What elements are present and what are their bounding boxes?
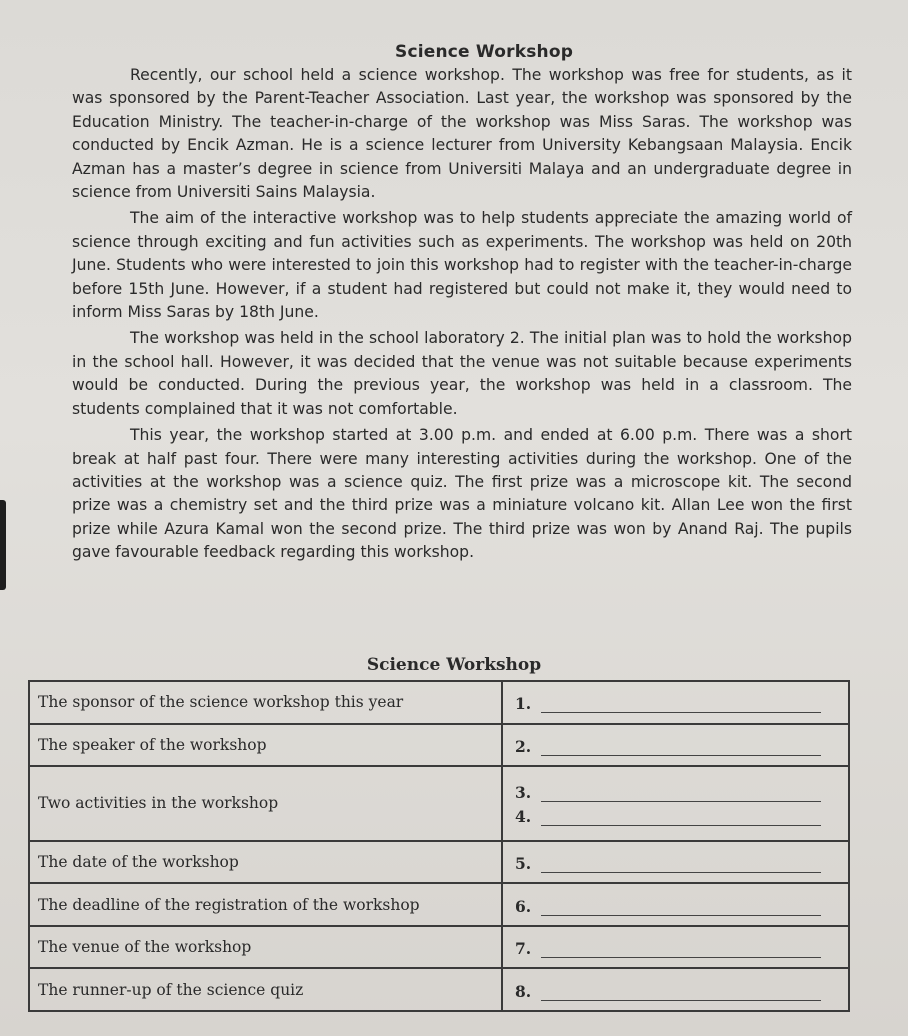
question-cell: The sponsor of the science workshop this year	[29, 681, 502, 724]
table-row	[29, 724, 849, 767]
answer-number: 4.	[515, 807, 532, 827]
question-cell: The deadline of the registration of the workshop	[29, 883, 502, 926]
table-row	[29, 926, 849, 969]
answer-table	[28, 680, 850, 1012]
passage-title: Science Workshop	[395, 42, 574, 62]
answer-slot	[515, 691, 840, 713]
answer-blank[interactable]	[541, 698, 821, 713]
paragraph: This year, the workshop started at 3.00 p.m. and ended at 6.00 p.m. There was a short break at half past four. There were many interesting activities during the workshop. One of the activities at the workshop was a science quiz. The first prize was a microscope kit. The second prize was a chemistry set and the third prize was a miniature volcano kit. Allan Lee won the first prize while Azura Kamal won the second prize. The third prize was won by Anand Raj. The pupils gave favourable feedback regarding this workshop.	[72, 426, 852, 562]
answer-number: 2.	[515, 736, 532, 756]
answer-cell	[502, 968, 849, 1011]
question-cell: The date of the workshop	[29, 841, 502, 884]
question-cell: The venue of the workshop	[29, 926, 502, 969]
passage-body	[72, 64, 852, 568]
answer-blank[interactable]	[541, 787, 821, 802]
answer-slot	[515, 894, 840, 916]
answer-number: 1.	[515, 694, 532, 714]
answer-slot	[515, 804, 840, 826]
table-row	[29, 841, 849, 884]
answer-slot	[515, 936, 840, 958]
table-title: Science Workshop	[366, 655, 542, 675]
binder-edge	[0, 500, 6, 590]
question-cell: Two activities in the workshop	[29, 766, 502, 841]
answer-slot	[515, 780, 840, 802]
answer-cell	[502, 883, 849, 926]
answer-slot	[515, 851, 840, 873]
answer-blank[interactable]	[541, 943, 821, 958]
answer-number: 6.	[515, 896, 532, 916]
answer-cell	[502, 766, 849, 841]
answer-number: 7.	[515, 939, 532, 959]
answer-number: 5.	[515, 853, 532, 873]
answer-cell	[502, 926, 849, 969]
table-row	[29, 968, 849, 1011]
answer-blank[interactable]	[541, 858, 821, 873]
answer-blank[interactable]	[541, 901, 821, 916]
answer-blank[interactable]	[541, 741, 821, 756]
answer-number: 8.	[515, 981, 532, 1001]
answer-cell	[502, 724, 849, 767]
answer-blank[interactable]	[541, 986, 821, 1001]
answer-cell	[502, 841, 849, 884]
paragraph: Recently, our school held a science workshop. The workshop was free for students, as it was sponsored by the Parent-Teacher Association. Last year, the workshop was sponsored by the Education Ministry. The teacher-in-charge of the workshop was Miss Saras. The workshop was conducted by Encik Azman. He is a science lecturer from University Kebangsaan Malaysia. Encik Azman has a master’s degree in science from Universiti Malaya and an undergraduate degree in science from Universiti Sains Malaysia.	[72, 66, 852, 202]
answer-blank[interactable]	[541, 811, 821, 826]
paragraph: The aim of the interactive workshop was to help students appreciate the amazing world of science through exciting and fun activities such as experiments. The workshop was held on 20th June. Students who were interested to join this workshop had to register with the teacher-in-charge before 15th June. However, if a student had registered but could not make it, they would need to inform Miss Saras by 18th June.	[72, 209, 852, 322]
answer-number: 3.	[515, 783, 532, 803]
question-cell: The speaker of the workshop	[29, 724, 502, 767]
answer-table-body	[29, 681, 849, 1011]
answer-cell	[502, 681, 849, 724]
answer-slot	[515, 734, 840, 756]
table-row	[29, 681, 849, 724]
table-row	[29, 766, 849, 841]
table-row	[29, 883, 849, 926]
paragraph: The workshop was held in the school laboratory 2. The initial plan was to hold the workshop in the school hall. However, it was decided that the venue was not suitable because experiments would be conducted. During the previous year, the workshop was held in a classroom. The students complained that it was not comfortable.	[72, 329, 852, 418]
answer-slot	[515, 979, 840, 1001]
question-cell: The runner-up of the science quiz	[29, 968, 502, 1011]
